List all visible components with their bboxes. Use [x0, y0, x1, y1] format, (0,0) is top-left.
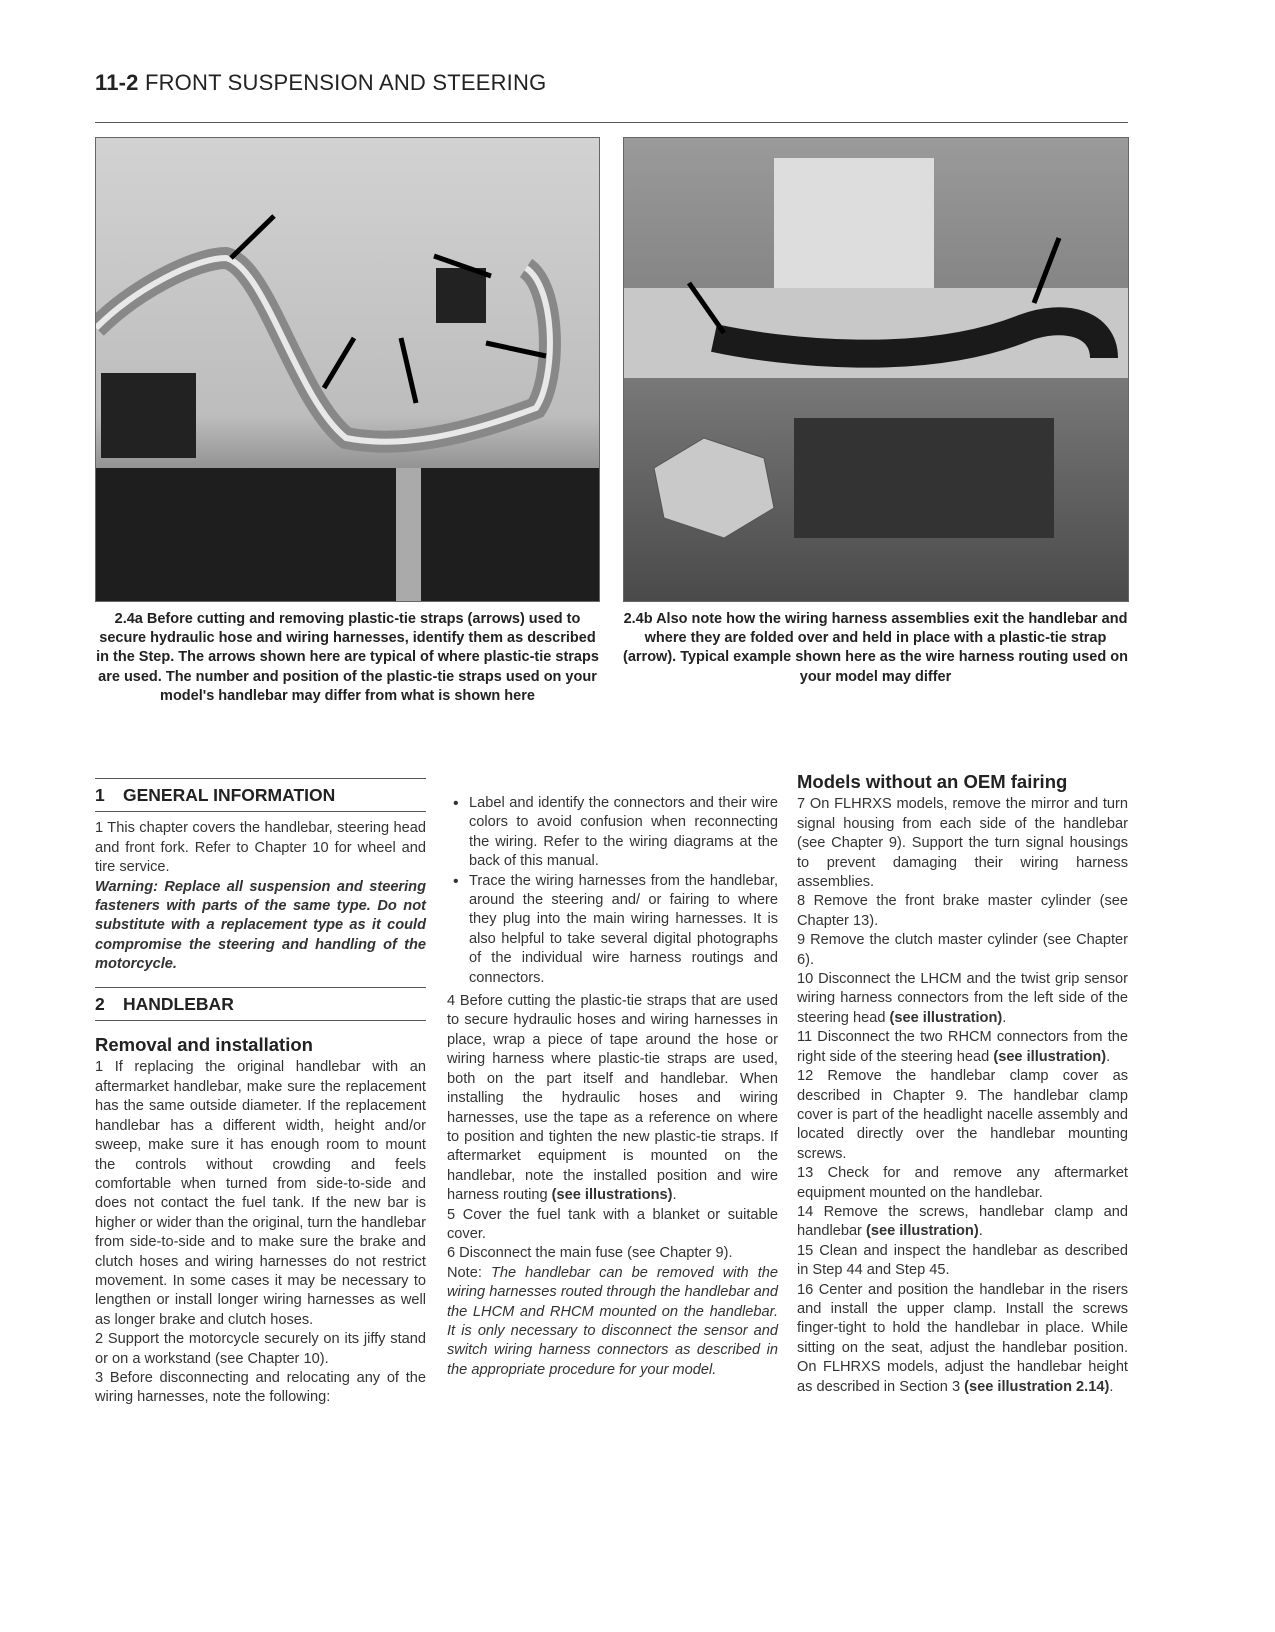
- step: [797, 1028, 1128, 1067]
- paragraph: 1 This chapter covers the handlebar, steering head and front fork. Refer to Chapter 10 for wheel and tire service.: [95, 820, 426, 876]
- illustration-reference: (see illustration): [889, 1009, 1003, 1026]
- step: [797, 970, 1128, 1028]
- step: 15 Clean and inspect the handlebar as described in Step 44 and Step 45.: [797, 1242, 1128, 1279]
- illustration-reference: (see illustration 2.14): [964, 1378, 1110, 1395]
- section-heading-handlebar: [95, 987, 426, 1021]
- figure-caption-2-4a: 2.4a Before cutting and removing plastic-tie straps (arrows) used to secure hydraulic hose and wiring harnesses, identify them as described in the Step. The arrows shown here are typical of where plastic-tie straps are used. The number and position of the plastic-tie straps used on your model's handlebar may differ from what is shown here: [96, 611, 599, 704]
- section-title: HANDLEBAR: [123, 993, 234, 1014]
- warning-text: Warning: Replace all suspension and steering fasteners with parts of the same type. Do not substitute with a replacement type as it could compromise the steering and handling of the motorcycle.: [95, 878, 426, 973]
- note-text: The handlebar can be removed with the wiring harnesses routed through the handlebar and the LHCM and RHCM mounted on the handlebar. It is only necessary to disconnect the sensor and switch wiring harness connectors as described in the appropriate procedure for your model.: [447, 1264, 778, 1378]
- step: 2 Support the motorcycle securely on its jiffy stand or on a workstand (see Chapter 10).: [95, 1331, 426, 1367]
- subheading-removal-installation: Removal and installation: [95, 1034, 313, 1056]
- step: 9 Remove the clutch master cylinder (see Chapter 6).: [797, 932, 1128, 968]
- step: 5 Cover the fuel tank with a blanket or suitable cover.: [447, 1206, 778, 1242]
- figure-caption-2-4b: 2.4b Also note how the wiring harness assemblies exit the handlebar and where they are folded over and held in place with a plastic-tie strap (arrow). Typical example shown here as the wire harness routing used on your model may differ: [623, 611, 1128, 685]
- text-column-3: [797, 772, 1128, 1397]
- photo-2-4b-wiring-harness: [623, 137, 1129, 602]
- illustration-reference: (see illustration): [865, 1223, 979, 1240]
- step-text: 11 Disconnect the two RHCM connectors from the right side of the steering head: [797, 1029, 1128, 1065]
- bullet-list: [447, 794, 778, 988]
- note-label: Note:: [447, 1264, 482, 1281]
- period: .: [1109, 1378, 1114, 1395]
- page-header: [95, 70, 546, 96]
- period: .: [1002, 1009, 1007, 1026]
- section-number: 1: [95, 785, 105, 805]
- step: 7 On FLHRXS models, remove the mirror and turn signal housing from each side of the handlebar (see Chapter 9). Support the turn signal housings to prevent damaging their wiring harness assemblies.: [797, 796, 1128, 891]
- section-heading-general-information: [95, 778, 426, 812]
- subheading-models-without-oem-fairing: Models without an OEM fairing: [797, 771, 1068, 792]
- step: 8 Remove the front brake master cylinder (see Chapter 13).: [797, 893, 1128, 929]
- page-number: 11-2: [95, 70, 139, 95]
- period: .: [1106, 1048, 1111, 1065]
- step: 6 Disconnect the main fuse (see Chapter 9).: [447, 1245, 733, 1262]
- step: 12 Remove the handlebar clamp cover as described in Chapter 9. The handlebar clamp cover is part of the headlight nacelle assembly and located directly over the handlebar mounting screws.: [797, 1068, 1128, 1162]
- note: [447, 1264, 778, 1380]
- text-column-2: [447, 772, 778, 1380]
- step: [797, 1203, 1128, 1242]
- step: [447, 992, 778, 1205]
- step-text: 14 Remove the screws, handlebar clamp and handlebar: [797, 1203, 1128, 1240]
- section-number: 2: [95, 993, 105, 1014]
- step: 13 Check for and remove any aftermarket equipment mounted on the handlebar.: [797, 1165, 1128, 1201]
- step-text: 4 Before cutting the plastic-tie straps that are used to secure hydraulic hoses and wiring harnesses in place, wrap a piece of tape around the hose or wiring harness where plastic-tie straps are used, both on the part itself and handlebar. When installing the hydraulic hoses and wiring harnesses, use the tape as a reference on where to position and tighten the new plastic-tie straps. If aftermarket equipment is mounted on the handlebar, note the installed position and wire harness routing: [447, 993, 778, 1204]
- text-column-1: [95, 772, 426, 1408]
- illustration-reference: (see illustration): [993, 1048, 1107, 1065]
- step: 3 Before disconnecting and relocating any of the wiring harnesses, note the following:: [95, 1369, 426, 1406]
- step: 1 If replacing the original handlebar with an aftermarket handlebar, make sure the replacement has the same outside diameter. If the replacement handlebar has a different width, height and/or sweep, make sure it has enough room to mount the controls without crowding and feels comfortable when turned from side-to-side and does not contact the fuel tank. If the new bar is higher or wider than the original, turn the handlebar from side-to-side and to make sure the brake and clutch hoses and wiring harnesses do not restrict movement. In some cases it may be necessary to lengthen or install longer wiring harnesses as well as longer brake and clutch hoses.: [95, 1059, 427, 1328]
- step-text: 10 Disconnect the LHCM and the twist grip sensor wiring harness connectors from the left side of the steering head: [797, 971, 1128, 1026]
- section-title: GENERAL INFORMATION: [123, 785, 336, 805]
- photo-2-4a-handlebar: [95, 137, 600, 602]
- header-rule: [95, 122, 1128, 123]
- illustration-reference: (see illustrations): [551, 1187, 673, 1204]
- period: .: [978, 1223, 983, 1240]
- step-text: 16 Center and position the handlebar in the risers and install the upper clamp. Install the screws finger-tight to hold the handlebar in place. While sitting on the seat, adjust the handlebar position. On FLHRXS models, adjust the handlebar height as described in Section 3: [797, 1281, 1128, 1395]
- bullet-item: • Label and identify the connectors and their wire colors to avoid confusion when reconnecting the wiring. Refer to the wiring diagrams at the back of this manual.: [469, 794, 778, 872]
- bullet-item: • Trace the wiring harnesses from the handlebar, around the steering and/ or fairing to where they plug into the main wiring harnesses. It is also helpful to take several digital photographs of the individual wire harness routings and connectors.: [469, 872, 778, 988]
- period: .: [672, 1187, 677, 1204]
- chapter-title: FRONT SUSPENSION AND STEERING: [144, 70, 547, 95]
- step: [797, 1281, 1128, 1397]
